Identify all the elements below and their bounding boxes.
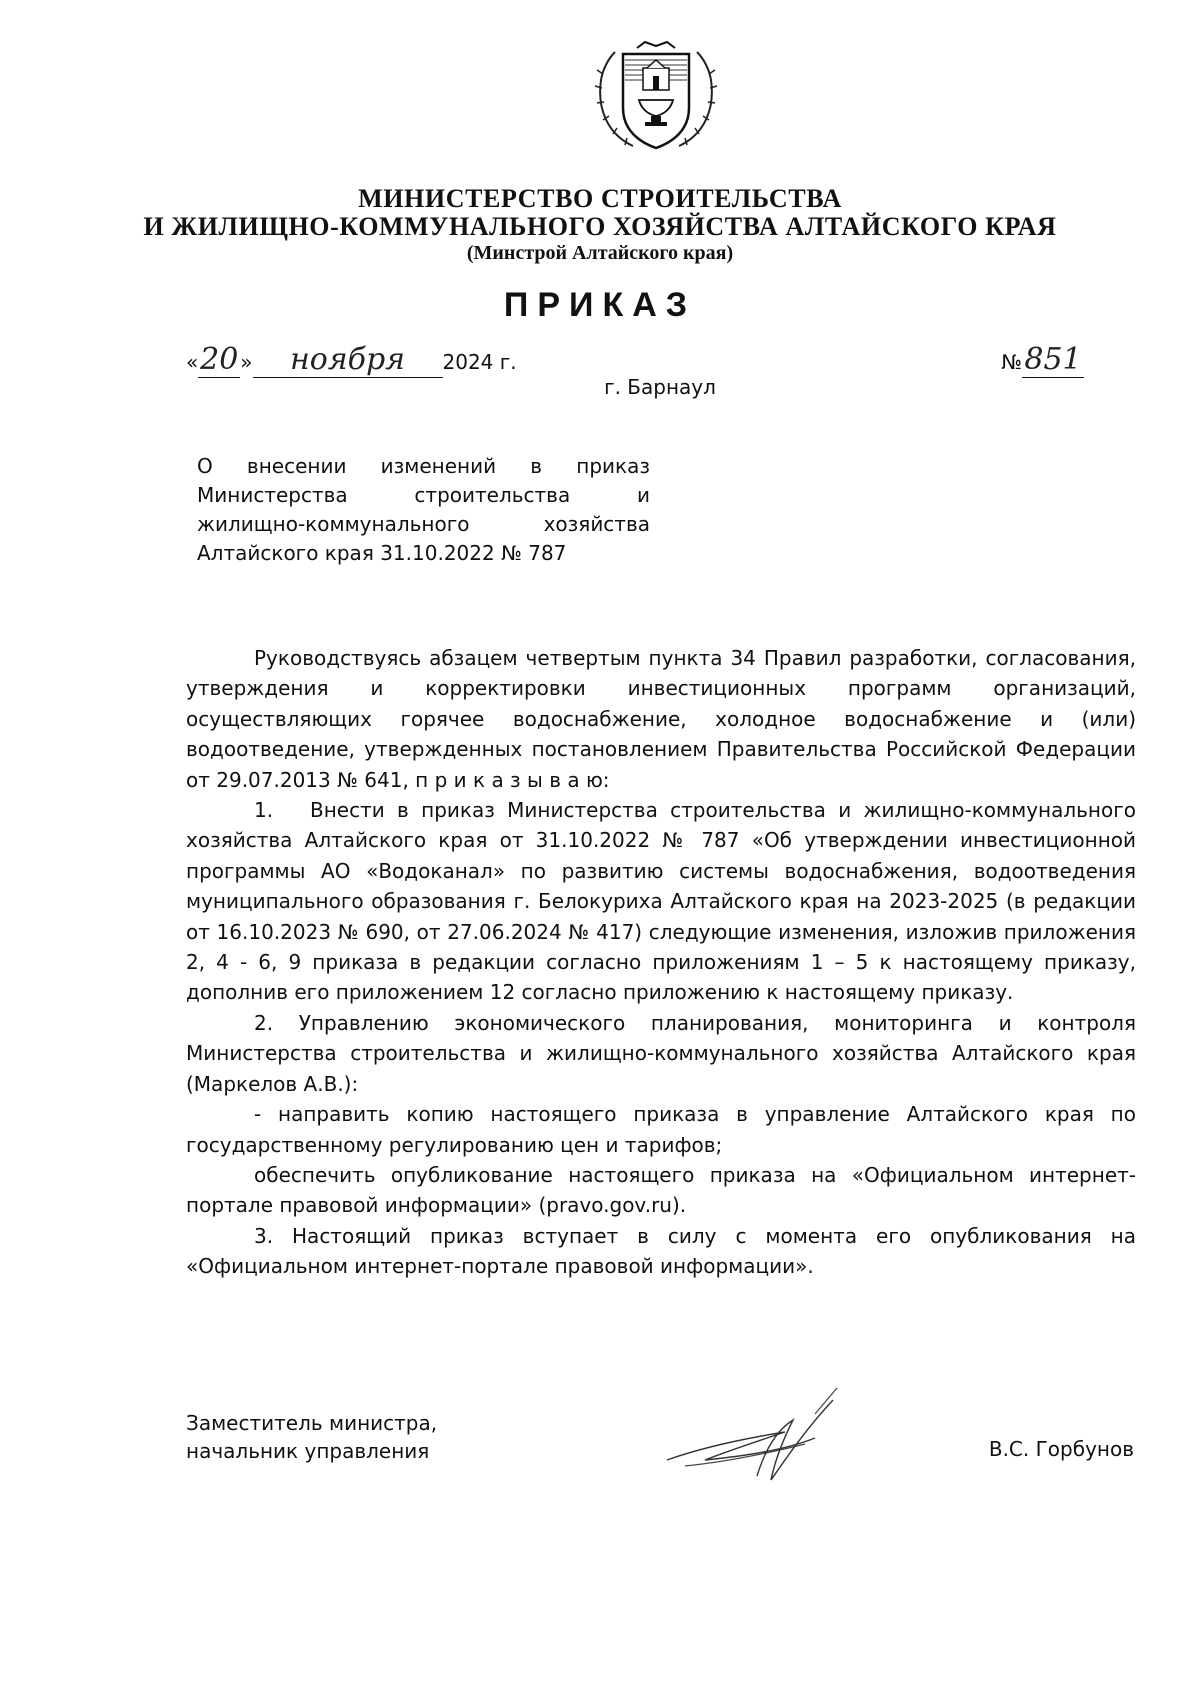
position-line: Заместитель министра, (186, 1411, 438, 1435)
document-type-heading: ПРИКАЗ (503, 286, 697, 324)
subject-line: О внесении изменений в приказ (197, 454, 650, 478)
number-prefix: № (1001, 350, 1022, 374)
item-2-paragraph: 2. Управлению экономического планирования, мониторинга и контроля Министерства строительства и жилищно-коммунального хозяйства Алтайского края (Маркелов А.В.): (186, 1010, 1136, 1096)
handwritten-signature (665, 1380, 845, 1490)
city-name: г. Барнаул (604, 375, 716, 399)
item-2-subitem-1: - направить копию настоящего приказа в управление Алтайского края по государственному регулированию цен и тарифов; (186, 1102, 1136, 1157)
item-1-paragraph: 1. Внести в приказ Министерства строительства и жилищно-коммунального хозяйства Алтайского края от 31.10.2022 № 787 «Об утверждении инвестиционной программы АО «Водоканал» по развитию системы водоснабжения, водоотведения муниципального образования г. Белокуриха Алтайского края на 2023-2025 (в редакции от 16.10.2023 № 690, от 27.06.2024 № 417) следующие изменения, изложив приложения 2, 4 - 6, 9 приказа в редакции согласно приложениям 1 – 5 к настоящему приказу, дополнив его приложением 12 согласно приложению к настоящему приказу. (186, 798, 1136, 1005)
ministry-short-name: (Минстрой Алтайского края) (466, 242, 734, 264)
subject-line: жилищно-коммунального хозяйства (197, 512, 650, 536)
order-body (186, 643, 1136, 1282)
date-year: 2024 г. (442, 350, 517, 374)
order-date (186, 342, 517, 378)
subject-line: Алтайского края 31.10.2022 № 787 (197, 541, 567, 565)
coat-of-arms-emblem (593, 38, 719, 156)
order-number (1001, 342, 1084, 378)
signatory-position (186, 1409, 437, 1465)
number-value: 851 (1022, 342, 1084, 378)
subject-line: Министерства строительства и (197, 483, 650, 507)
ministry-title-line1: МИНИСТЕРСТВО СТРОИТЕЛЬСТВА (358, 184, 842, 213)
date-close-quote: » (240, 350, 253, 374)
order-subject (197, 452, 650, 568)
item-3-paragraph: 3. Настоящий приказ вступает в силу с момента его опубликования на «Официальном интернет-портале правовой информации». (186, 1223, 1136, 1279)
date-day: 20 (200, 342, 239, 377)
preamble-paragraph: Руководствуясь абзацем четвертым пункта 34 Правил разработки, согласования, утверждения и корректировки инвестиционных программ организаций, осуществляющих горячее водоснабжение, холодное водоснабжение и (или) водоотведение, утвержденных постановлением Правительства Российской Федерации от 29.07.2013 № 641, п р и к а з ы в а ю: (186, 646, 1136, 792)
date-month: ноября (253, 342, 443, 378)
ministry-title-line2: И ЖИЛИЩНО-КОММУНАЛЬНОГО ХОЗЯЙСТВА АЛТАЙСКОГО КРАЯ (143, 212, 1057, 241)
signatory-name: В.С. Горбунов (988, 1437, 1134, 1461)
position-line: начальник управления (186, 1439, 430, 1463)
item-2-subitem-2: обеспечить опубликование настоящего приказа на «Официальном интернет-портале правовой информации» (pravo.gov.ru). (186, 1162, 1136, 1218)
date-open-quote: « (186, 350, 199, 374)
